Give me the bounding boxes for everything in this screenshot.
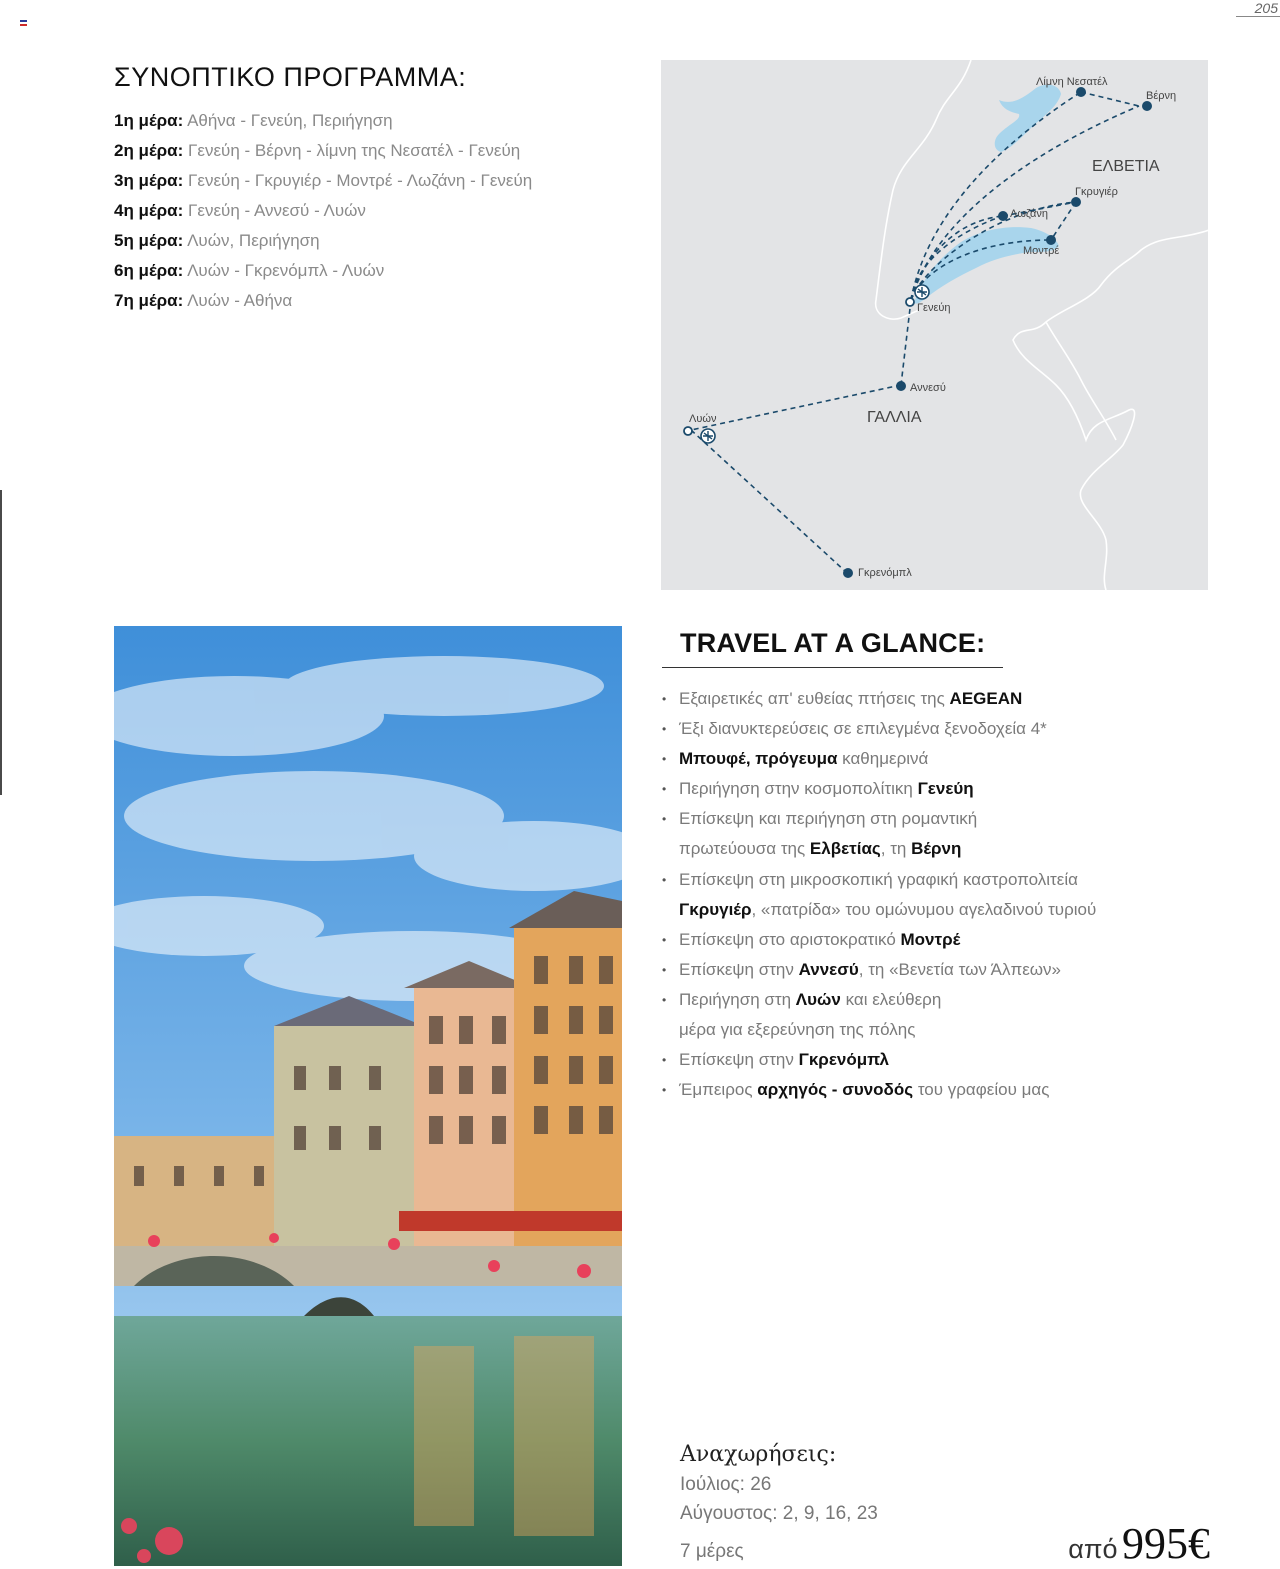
route-map-svg <box>661 60 1208 590</box>
lake-neuchatel <box>995 85 1061 152</box>
item-text: Περιήγηση στην κοσμοπολίτικη <box>679 779 918 799</box>
item-text: μέρα για εξερεύνηση της πόλης <box>679 1020 916 1040</box>
map-label-bern: Βέρνη <box>1146 90 1177 102</box>
city-marker-icon <box>1046 235 1056 245</box>
route-map <box>661 60 1208 590</box>
program-day <box>114 106 634 136</box>
list-item <box>662 955 1222 985</box>
map-label-lausanne: Λωζάνη <box>1010 208 1049 220</box>
day-text: Γενεύη - Αννεσύ - Λυών <box>188 201 366 220</box>
photo-illustration <box>114 626 622 1566</box>
program-day <box>114 166 634 196</box>
map-label-grenoble: Γκρενόμπλ <box>858 567 912 579</box>
list-item <box>662 1075 1222 1105</box>
city-marker-icon <box>1142 101 1152 111</box>
day-text: Λυών, Περιήγηση <box>187 231 320 250</box>
map-label-switzerland: ΕΛΒΕΤΙΑ <box>1092 158 1160 175</box>
program-title: ΣΥΝΟΠΤΙΚΟ ΠΡΟΓΡΑΜΜΑ: <box>114 62 467 92</box>
day-text: Γενεύη - Γκρυγιέρ - Μοντρέ - Λωζάνη - Γενεύη <box>188 171 533 190</box>
day-text: Αθήνα - Γενεύη, Περιήγηση <box>187 111 393 130</box>
item-bold: Λυών <box>795 989 841 1009</box>
town-canal-photo <box>114 626 622 1566</box>
travel-at-a-glance <box>662 628 1222 1105</box>
airport-icon <box>915 285 929 299</box>
item-text: , «πατρίδα» του ομώνυμου αγελαδινού τυριού <box>751 899 1097 919</box>
item-text: του γραφείου μας <box>913 1080 1050 1100</box>
map-label-lyon: Λυών <box>689 413 717 425</box>
item-text: , τη <box>880 839 912 859</box>
summary-program <box>114 62 634 316</box>
list-item <box>662 865 1222 925</box>
list-item <box>662 744 1222 774</box>
item-bold: Αννεσύ <box>798 959 859 979</box>
glance-title: TRAVEL AT A GLANCE: <box>662 628 1003 668</box>
map-label-france: ΓΑΛΛΙΑ <box>867 409 922 426</box>
page-number: 205 <box>1254 0 1278 16</box>
day-label: 2η μέρα: <box>114 141 184 160</box>
item-bold: Γκρυγιέρ <box>679 899 752 919</box>
city-marker-icon <box>998 211 1008 221</box>
program-day <box>114 286 634 316</box>
lake-geneva <box>915 227 1059 303</box>
list-item <box>662 1045 1222 1075</box>
item-text: Επίσκεψη στο αριστοκρατικό <box>679 929 901 949</box>
day-label: 1η μέρα: <box>114 111 184 130</box>
program-day <box>114 136 634 166</box>
departures-block <box>680 1440 1020 1566</box>
city-marker-icon <box>684 427 692 435</box>
program-day <box>114 196 634 226</box>
glance-list <box>662 684 1222 1105</box>
day-label: 3η μέρα: <box>114 171 184 190</box>
item-text: καθημερινά <box>837 749 929 769</box>
program-day <box>114 226 634 256</box>
item-text: Περιήγηση στη <box>679 989 796 1009</box>
item-bold: Γκρενόμπλ <box>798 1050 889 1070</box>
item-bold: Βέρνη <box>911 839 962 859</box>
airport-icon <box>701 429 715 443</box>
list-item <box>662 684 1222 714</box>
page-edge-bar <box>0 490 2 795</box>
list-item <box>662 774 1222 804</box>
city-marker-icon <box>906 298 914 306</box>
day-text: Λυών - Αθήνα <box>187 291 293 310</box>
item-bold: Ελβετίας <box>809 839 881 859</box>
map-label-annecy: Αννεσύ <box>910 382 946 394</box>
item-text: Επίσκεψη και περιήγηση στη ρομαντική <box>679 809 978 829</box>
list-item <box>662 925 1222 955</box>
item-bold: αρχηγός - συνοδός <box>757 1080 914 1100</box>
item-bold: Μπουφέ, πρόγευμα <box>679 749 838 769</box>
price-prefix: από <box>1068 1534 1118 1564</box>
day-label: 5η μέρα: <box>114 231 184 250</box>
item-text: , τη «Βενετία των Άλπεων» <box>858 959 1062 979</box>
departures-august: Αύγουστος: 2, 9, 16, 23 <box>680 1503 878 1524</box>
city-marker-icon <box>1076 87 1086 97</box>
item-text: Επίσκεψη στην <box>679 959 799 979</box>
item-text: και ελεύθερη <box>840 989 942 1009</box>
city-marker-icon <box>1071 197 1081 207</box>
city-marker-icon <box>843 568 853 578</box>
departures-july: Ιούλιος: 26 <box>680 1474 772 1495</box>
flag-icon <box>20 20 27 26</box>
map-label-gruyeres: Γκρυγιέρ <box>1075 186 1118 198</box>
day-label: 4η μέρα: <box>114 201 184 220</box>
day-text: Λυών - Γκρενόμπλ - Λυών <box>187 261 385 280</box>
day-label: 7η μέρα: <box>114 291 184 310</box>
item-bold: Γενεύη <box>917 779 974 799</box>
program-day <box>114 256 634 286</box>
day-text: Γενεύη - Βέρνη - λίμνη της Νεσατέλ - Γενεύη <box>188 141 521 160</box>
route-lines <box>691 92 1139 572</box>
item-bold: AEGEAN <box>949 689 1023 708</box>
page-number-rule <box>1236 16 1280 17</box>
item-bold: Μοντρέ <box>900 929 961 949</box>
item-text: Εξαιρετικές απ' ευθείας πτήσεις της <box>679 689 950 708</box>
item-text: πρωτεύουσα της <box>679 839 810 859</box>
price-block <box>1035 1518 1210 1569</box>
city-marker-icon <box>896 381 906 391</box>
list-item <box>662 985 1222 1045</box>
country-borders <box>876 60 1208 590</box>
day-label: 6η μέρα: <box>114 261 184 280</box>
item-text: Επίσκεψη στην <box>679 1050 799 1070</box>
price-amount: 995€ <box>1122 1519 1210 1568</box>
trip-duration: 7 μέρες <box>680 1541 744 1562</box>
item-text: Έμπειρος <box>679 1080 758 1100</box>
map-label-montreux: Μοντρέ <box>1023 245 1060 257</box>
list-item <box>662 804 1222 864</box>
list-item <box>662 714 1222 744</box>
departures-title: Αναχωρήσεις: <box>680 1442 837 1467</box>
item-text: Έξι διανυκτερεύσεις σε επιλεγμένα ξενοδοχεία 4* <box>679 719 1047 739</box>
item-text: Επίσκεψη στη μικροσκοπική γραφική καστροπολιτεία <box>679 869 1078 889</box>
map-label-neuchatel: Λίμνη Νεσατέλ <box>1036 76 1108 88</box>
map-label-geneva: Γενεύη <box>917 302 951 314</box>
